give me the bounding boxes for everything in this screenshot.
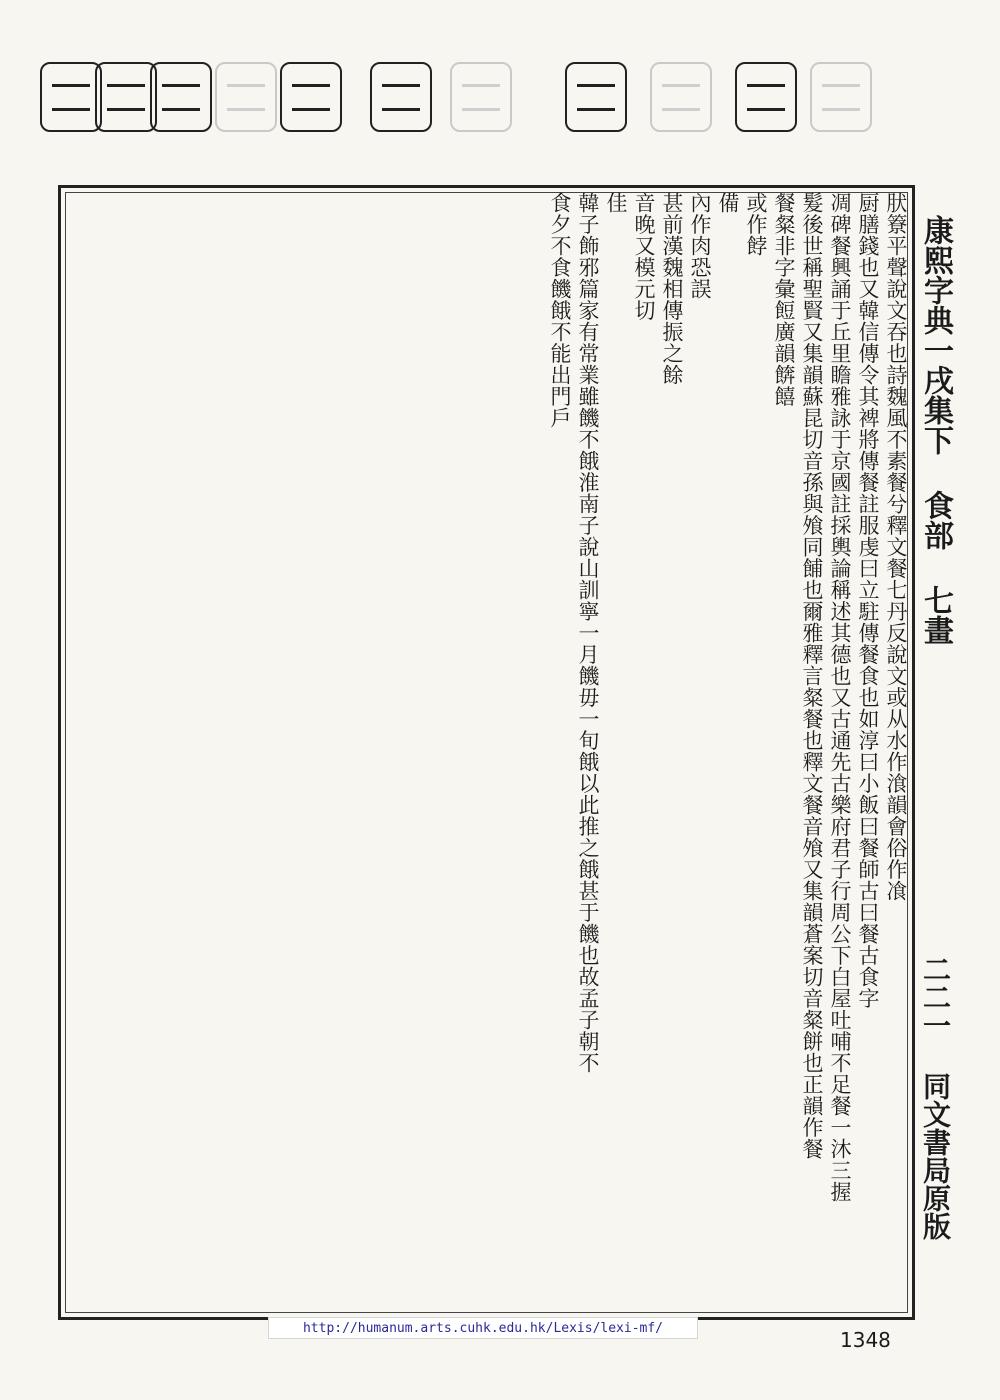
seal-glyph-6 [370,62,432,132]
dictionary-running-title: 康熙字典一戌集下 食部 七畫 [918,215,953,645]
seal-glyph-4 [215,62,277,132]
text-column: 佳 [604,192,628,214]
page-number: 1348 [840,1328,891,1352]
seal-glyph-10 [735,62,797,132]
text-column: 餐粲非字彙餖廣韻餴饎 [772,192,796,407]
text-column: 凋碑餐興誦于丘里瞻雅詠于京國註採輿論稱述其德也又古通先古樂府君子行周公下白屋吐哺不足餐一沐三握 [828,192,852,1203]
dictionary-text-area [62,192,910,1310]
source-url-link[interactable]: http://humanum.arts.cuhk.edu.hk/Lexis/lexi-mf/ [268,1317,698,1339]
text-column: 或作餑 [744,192,768,257]
seal-glyph-7 [450,62,512,132]
text-column: 髮後世稱聖賢又集韻蘇昆切音孫與飧同餔也爾雅釋言粲餐也釋文餐音飧又集韻蒼案切音粲餅也正韻作餐 [800,192,824,1160]
text-column: 音晚又模元切 [632,192,656,321]
text-column: 食夕不食饑餓不能出門戶 [548,192,572,429]
seal-glyph-9 [650,62,712,132]
text-column: 甚前漢魏相傳振之餘 [660,192,684,386]
text-column: 備 [716,192,740,214]
text-column: 肰簝平聲說文吞也詩魏風不素餐兮釋文餐七丹反說文或从水作湌韻會俗作飡 [884,192,908,902]
seal-glyph-3 [150,62,212,132]
seal-glyph-2 [95,62,157,132]
seal-glyph-8 [565,62,627,132]
text-column: 厨膳錢也又韓信傳令其裨將傳餐註服虔曰立駐傳餐食也如淳曰小飯曰餐師古曰餐古食字 [856,192,880,1009]
seal-script-header [40,40,920,170]
text-column: 內作肉恐誤 [688,192,712,300]
seal-glyph-11 [810,62,872,132]
seal-glyph-5 [280,62,342,132]
text-column: 韓子飾邪篇家有常業雖饑不餓淮南子說山訓寧一月饑毋一旬餓以此推之餓甚于饑也故孟子朝不 [576,192,600,1074]
seal-glyph-1 [40,62,102,132]
publisher-imprint: 二二一 同文書局原版 [919,955,952,1240]
